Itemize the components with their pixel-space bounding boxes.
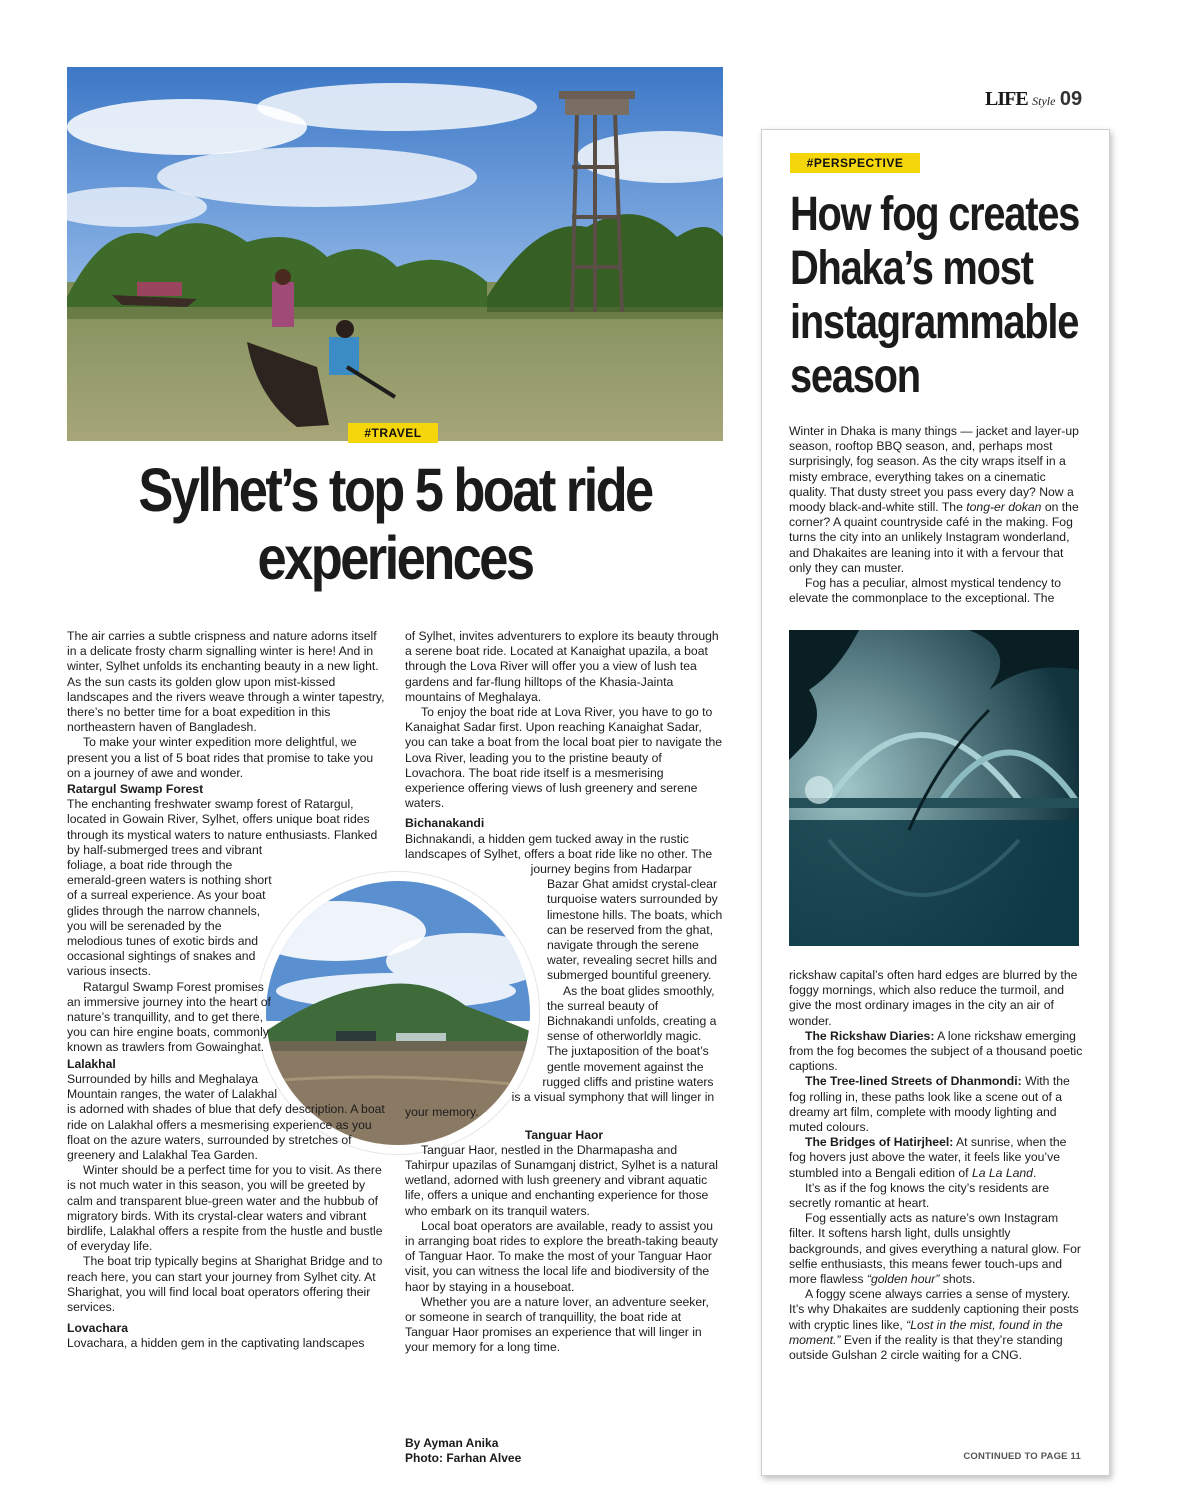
article-column-2 xyxy=(405,629,723,1356)
article-column-1 xyxy=(67,629,385,1352)
body-paragraph: The enchanting freshwater swamp forest of Ratargul, located in Gowain River, Sylhet, offers unique boat rides through its mystical waters to nature enthusiasts. Flanked by half-submerged trees and vibrant foliage, a boat ride through the emerald-green waters is nothing short of a surreal experience. As your boat glides through the narrow channels, you will be serenaded by the melodious tunes of exotic birds and occasional sightings of snakes and various insects. xyxy=(67,797,378,979)
body-paragraph: The Rickshaw Diaries: A lone rickshaw emerging from the fog becomes the subject of a thousand poetic captions. xyxy=(789,1028,1083,1074)
body-paragraph: Fog essentially acts as nature’s own Instagram filter. It softens harsh light, dulls unsightly backgrounds, and gives everything a natural glow. For selfie enthusiasts, this means fewer touch-ups and more flawless “golden hour” shots. xyxy=(789,1211,1081,1287)
perspective-column-top xyxy=(789,424,1083,606)
body-paragraph: Fog has a peculiar, almost mystical tendency to elevate the commonplace to the exceptional. The xyxy=(789,576,1062,606)
intro-paragraph: To make your winter expedition more delightful, we present you a list of 5 boat rides that promise to take you on a journey of awe and wonder. xyxy=(67,735,374,780)
section-heading: Ratargul Swamp Forest xyxy=(67,782,204,797)
body-paragraph: A foggy scene always carries a sense of mystery. It’s why Dhakaites are suddenly captioning their posts with cryptic lines like, “Lost in the mist, found in the moment.” Even if the reality is that they’re standing outside Gulshan 2 circle waiting for a CNG. xyxy=(789,1287,1079,1363)
body-paragraph: The Bridges of Hatirjheel: At sunrise, when the fog hovers just above the water, it feels like you’ve stumbled into a Bengali edition of La La Land. xyxy=(789,1135,1067,1180)
body-paragraph: To enjoy the boat ride at Lova River, you have to go to Kanaighat Sadar first. Upon reaching Kanaighat Sadar, you can take a boat from the local boat pier to navigate the Lova River, leading you to the pristine beauty of Lovachora. The boat ride itself is a mesmerising experience offering views of lush greenery and serene waters. xyxy=(405,705,723,811)
perspective-title xyxy=(790,188,1080,404)
section-heading: Lovachara xyxy=(67,1321,128,1336)
perspective-tag: #PERSPECTIVE xyxy=(790,153,920,173)
page-header xyxy=(985,88,1095,116)
life-logo: LIFE xyxy=(985,88,1028,110)
body-paragraph: The Tree-lined Streets of Dhanmondi: With the fog rolling in, these paths look like a scene out of a dreamy art film, complete with moody lighting and muted colours. xyxy=(789,1074,1070,1135)
body-paragraph: Tanguar Haor, nestled in the Dharmapasha and Tahirpur upazilas of Sunamganj district, Sylhet is a natural wetland, adorned with lush greenery and vibrant aquatic life, offers a unique and enchanting experience for those who embark on its tranquil waters. xyxy=(405,1142,718,1218)
title-line: Dhaka’s most xyxy=(790,242,1033,295)
intro-paragraph: The air carries a subtle crispness and nature adorns itself in a delicate frosty charm signalling winter is here! And in winter, Sylhet unfolds its enchanting beauty in a new light. As the sun casts its golden glow upon mist-kissed landscapes and the rivers weave through a winter tapestry, there’s no better time for a boat expedition in this northeastern haven of Bangladesh. xyxy=(67,629,385,735)
body-paragraph: As the boat glides smoothly, the surreal beauty of Bichnakandi unfolds, creating a sense of otherworldly magic. The juxtaposition of the boat’s gentle movement against the rugged cliffs and pristine waters is a visual symphony that will linger in your memory. xyxy=(405,983,717,1120)
body-paragraph: Whether you are a nature lover, an adventure seeker, or someone in search of tranquillity, the boat ride at Tanguar Haor promises an experience that will linger in your memory for a long time. xyxy=(405,1294,709,1355)
body-paragraph: Local boat operators are available, ready to assist you in arranging boat rides to explore the breath-taking beauty of Tanguar Haor. To make the most of your Tanguar Haor visit, you can witness the local life and biodiversity of the haor by staying in a houseboat. xyxy=(405,1218,719,1294)
body-paragraph: rickshaw capital’s often hard edges are blurred by the foggy mornings, which also reduce the turmoil, and give the most ordinary images in the city an air of wonder. xyxy=(789,968,1078,1028)
life-logo-style: Style xyxy=(1032,94,1056,108)
body-paragraph: of Sylhet, invites adventurers to explore its beauty through a serene boat ride. Located at Kanaighat upazila, a boat through the Lova River will offer you a view of lush tea gardens and far-flung hilltops of the Khasia-Jainta mountains of Meghalaya. xyxy=(405,629,719,704)
body-paragraph: Bichnakandi, a hidden gem tucked away in the rustic landscapes of Sylhet, offers a boat ride like no other. The journey begins from Hadarpar Bazar Ghat amidst crystal-clear turquoise waters surrounded by limestone hills. The boats, which can be reserved from the ghat, navigate through the serene water, revealing secret hills and submerged bountiful greenery. xyxy=(405,831,723,983)
body-paragraph: Lovachara, a hidden gem in the captivating landscapes xyxy=(67,1336,365,1351)
body-paragraph: Ratargul Swamp Forest promises an immersive journey into the heart of nature’s tranquillity, and to get there, you can hire engine boats, commonly known as trawlers from Gowainghat. xyxy=(67,979,271,1055)
section-heading: Tanguar Haor xyxy=(524,1127,604,1142)
fog-bridge-photo xyxy=(789,630,1079,946)
body-paragraph: It’s as if the fog knows the city’s residents are secretly romantic at heart. xyxy=(789,1180,1050,1211)
page-number: 09 xyxy=(1059,88,1083,110)
body-paragraph: Surrounded by hills and Meghalaya Mountain ranges, the water of Lalakhal is adorned with shades of blue that defy description. A boat ride on Lalakhal offers a mesmerising experience as you float on the azure waters, surrounded by stretches of greenery and Lalakhal Tea Garden. xyxy=(67,1071,385,1162)
section-heading: Lalakhal xyxy=(67,1056,116,1071)
title-line: season xyxy=(790,350,920,403)
byline-block xyxy=(405,1436,723,1465)
title-line: How fog creates xyxy=(790,188,1080,241)
body-paragraph: Winter should be a perfect time for you to visit. As there is not much water in this season, you will be greeted by calm and transparent blue-green water and the hubbub of migratory birds. With its crystal-clear waters and vibrant birdlife, Lalakhal offers a respite from the hustle and bustle of everyday life. xyxy=(67,1163,383,1254)
photo-credit: Photo: Farhan Alvee xyxy=(405,1450,522,1465)
perspective-column-bottom xyxy=(789,968,1083,1363)
travel-tag: #TRAVEL xyxy=(348,423,438,443)
title-line: instagrammable xyxy=(790,296,1079,349)
body-paragraph: Winter in Dhaka is many things — jacket and layer-up season, rooftop BBQ season, and, perhaps most surprisingly, fog season. As the city wraps itself in a misty embrace, everything takes on a cinematic quality. That dusty street you pass every day? Now a moody black-and-white still. The tong-er dokan on the corner? A quaint countryside café in the making. Fog turns the city into an unlikely Instagram wonderland, and Dhakaites are leaning into it with a fervour that only they can muster. xyxy=(789,424,1079,575)
author-byline: By Ayman Anika xyxy=(405,1436,499,1450)
article-title: Sylhet’s top 5 boat ride experiences xyxy=(138,456,652,592)
body-paragraph: The boat trip typically begins at Sharighat Bridge and to reach here, you can start your journey from Sylhet city. At Sharighat, you will find local boat operators offering their services. xyxy=(67,1254,383,1314)
continued-link[interactable]: CONTINUED TO PAGE 11 xyxy=(963,1451,1081,1462)
section-heading: Bichanakandi xyxy=(405,816,485,831)
hero-photo-ratargul xyxy=(67,67,723,441)
